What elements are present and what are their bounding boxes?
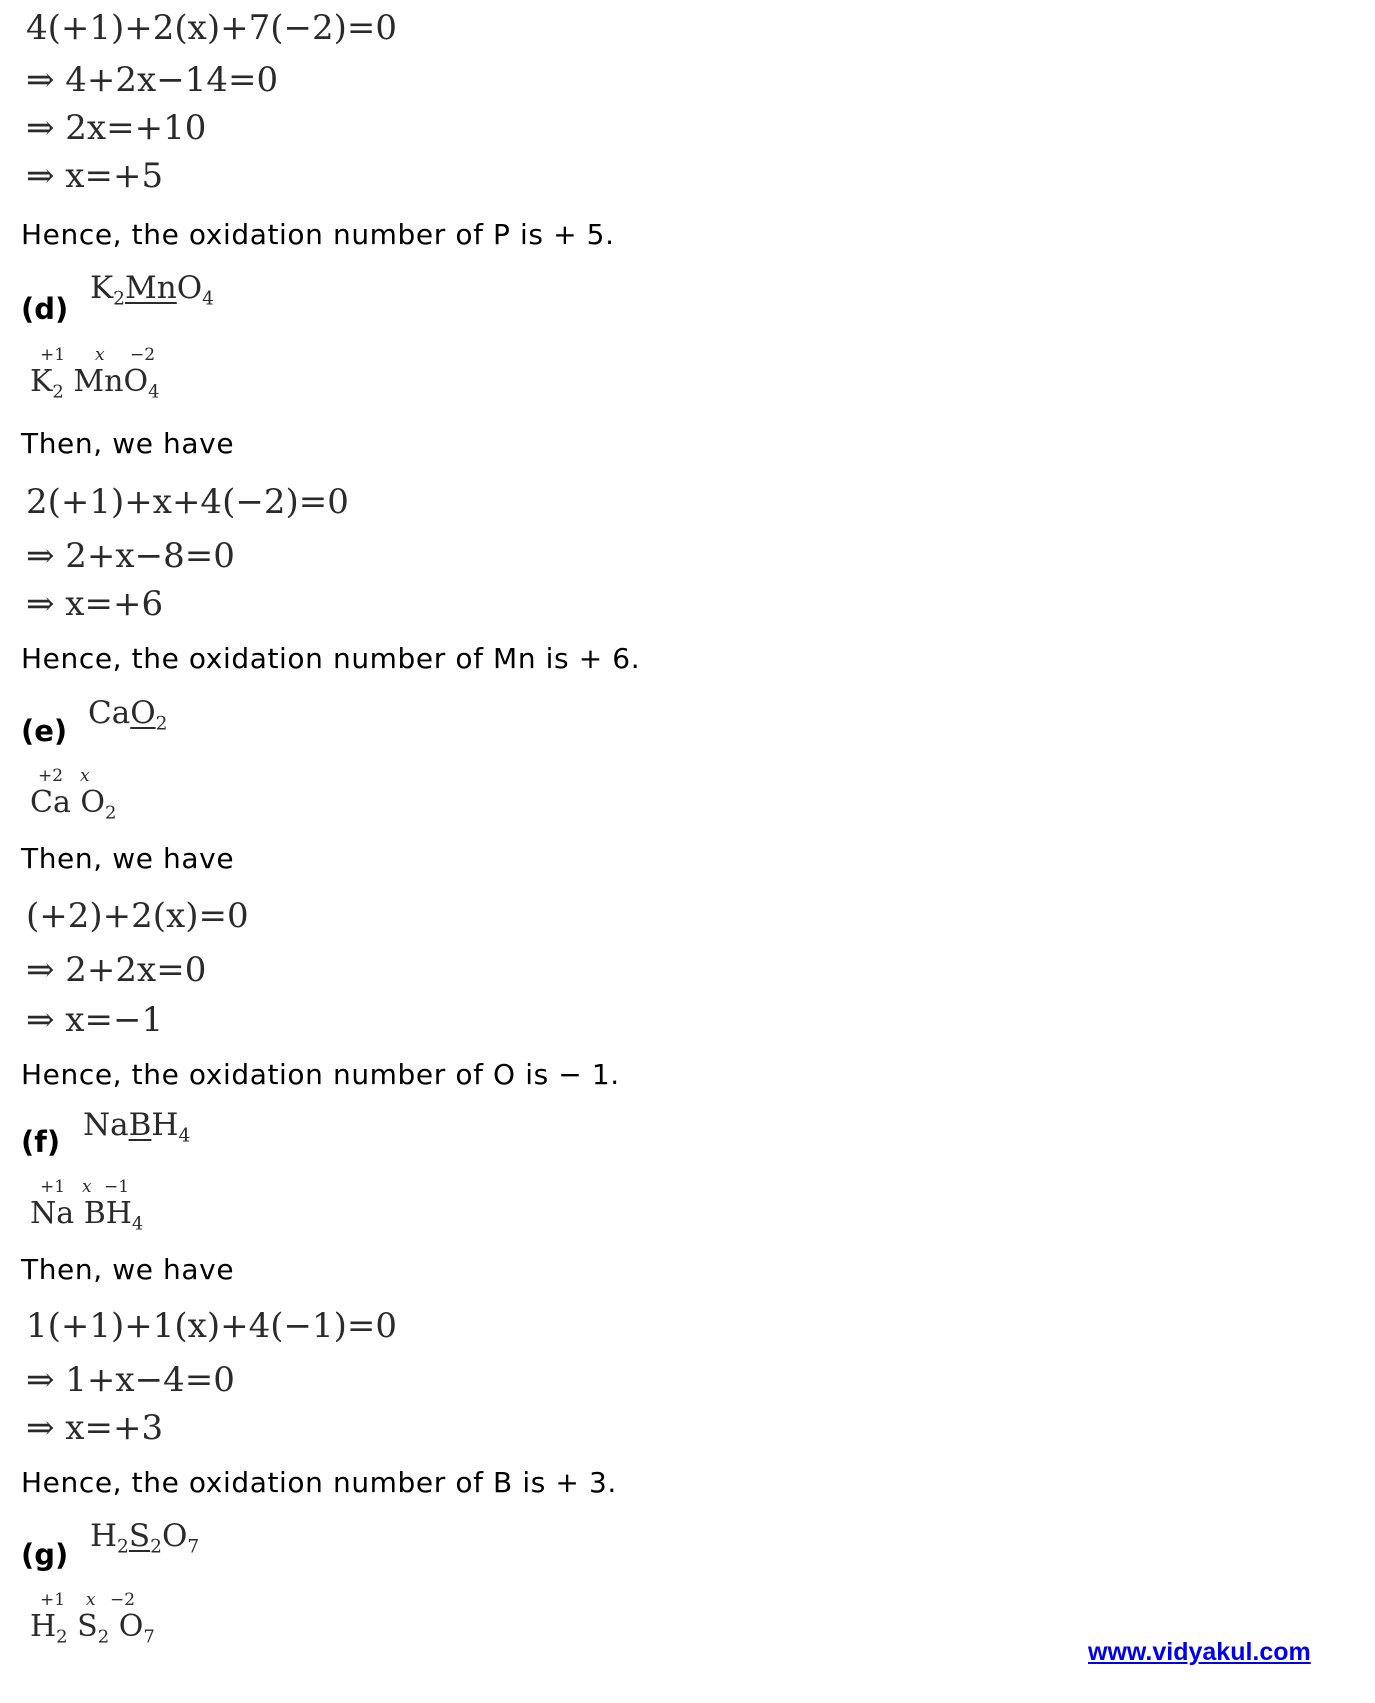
then-text: Then, we have — [21, 427, 235, 460]
annotated-formula: $H_2$ $S_2$ $O_7$ — [30, 1609, 155, 1648]
equation-line: ⇒ 1+x−4=0 — [26, 1360, 235, 1400]
compound-formula: NaBH$_4$ — [83, 1107, 191, 1147]
equation-line: 2(+1)+x+4(−2)=0 — [26, 482, 349, 522]
then-text: Then, we have — [21, 1253, 235, 1286]
equation-line: ⇒ x=−1 — [26, 1000, 164, 1040]
oxidation-state: +1 — [40, 1590, 66, 1610]
equation-line: ⇒ 4+2x−14=0 — [26, 60, 279, 100]
conclusion-text: Hence, the oxidation number of P is + 5. — [21, 218, 615, 251]
equation-line: (+2)+2(x)=0 — [26, 896, 249, 936]
equation-line: ⇒ 2+2x=0 — [26, 950, 207, 990]
equation-line: ⇒ 2+x−8=0 — [26, 536, 235, 576]
conclusion-text: Hence, the oxidation number of Mn is + 6. — [21, 642, 641, 675]
equation-line: ⇒ x=+3 — [26, 1408, 164, 1448]
part-label-e: (e) — [21, 714, 68, 748]
part-label-g: (g) — [21, 1538, 69, 1572]
equation-line: ⇒ x=+6 — [26, 584, 164, 624]
oxidation-state: −2 — [130, 345, 156, 365]
annotated-formula: Na $BH_4$ — [30, 1196, 144, 1235]
oxidation-state: x — [82, 1177, 92, 1197]
part-label-f: (f) — [21, 1125, 61, 1159]
annotated-formula: $K_2$ MnO$_4$ — [30, 364, 160, 403]
oxidation-state: −2 — [110, 1590, 136, 1610]
compound-formula: CaO$_2$ — [88, 695, 168, 735]
compound-formula: $H_2S_2O_7$ — [90, 1518, 200, 1558]
annotated-formula: Ca $O_2$ — [30, 785, 117, 824]
oxidation-state: x — [86, 1590, 96, 1610]
equation-line: 4(+1)+2(x)+7(−2)=0 — [26, 8, 397, 48]
equation-line: ⇒ x=+5 — [26, 156, 164, 196]
oxidation-state: +2 — [38, 766, 64, 786]
part-label-d: (d) — [21, 292, 69, 326]
then-text: Then, we have — [21, 842, 235, 875]
oxidation-state: x — [80, 766, 90, 786]
oxidation-state: +1 — [40, 345, 66, 365]
oxidation-state: x — [95, 345, 105, 365]
conclusion-text: Hence, the oxidation number of O is − 1. — [21, 1058, 620, 1091]
compound-formula: $K_2MnO_4$ — [90, 270, 214, 310]
oxidation-state: −1 — [104, 1177, 130, 1197]
equation-line: 1(+1)+1(x)+4(−1)=0 — [26, 1306, 397, 1346]
equation-line: ⇒ 2x=+10 — [26, 108, 207, 148]
oxidation-state: +1 — [40, 1177, 66, 1197]
website-link[interactable]: www.vidyakul.com — [1088, 1638, 1311, 1666]
conclusion-text: Hence, the oxidation number of B is + 3. — [21, 1466, 617, 1499]
